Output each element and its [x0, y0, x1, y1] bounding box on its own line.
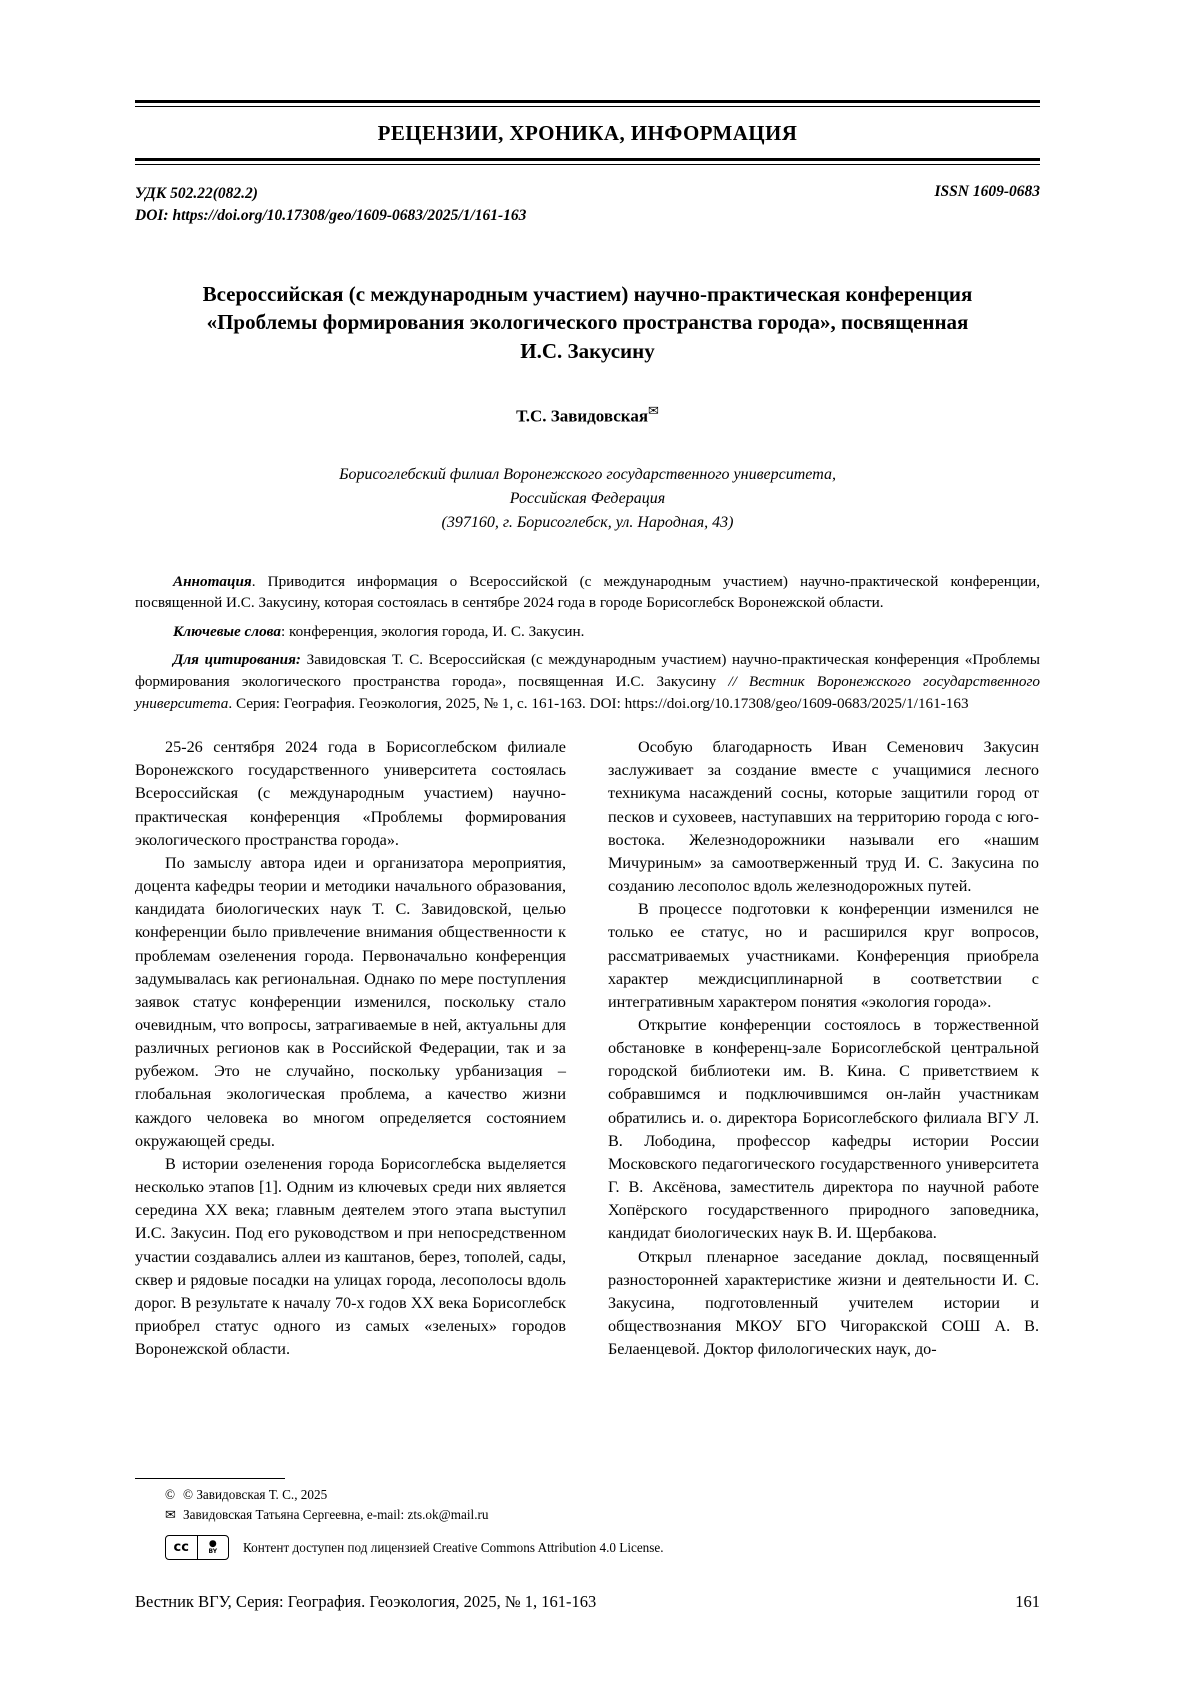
copyright-text: © Завидовская Т. С., 2025 — [183, 1487, 328, 1502]
paragraph: 25-26 сентября 2024 года в Борисоглебском филиале Воронежского государственного университета состоялась Всероссийская (с международным участием) научно-практическая конференция «Проблемы формирования экологического пространства города». — [135, 738, 566, 849]
header-rule-bottom — [135, 158, 1040, 161]
footnote-block — [135, 1478, 1040, 1560]
abstract-label: Аннотация — [173, 572, 252, 590]
abstract-text: . Приводится информация о Всероссийской (с международным участием) научно-практической конференции, посвященной И.С. Закусину, которая состоялась в сентябре 2024 года в городе Борисоглебск Воронежской области. — [135, 572, 1040, 612]
cc-by-mark — [198, 1536, 229, 1559]
author-line — [135, 403, 1040, 427]
author-name: Т.С. Завидовская — [516, 406, 649, 426]
column-right — [608, 736, 1039, 1361]
envelope-icon: ✉ — [165, 1507, 177, 1522]
keywords-label: Ключевые слова — [173, 622, 281, 640]
udk: УДК 502.22(082.2) — [135, 185, 258, 202]
footnote-rule — [135, 1478, 285, 1479]
doi: DOI: https://doi.org/10.17308/geo/1609-0683/2025/1/161-163 — [135, 207, 527, 225]
citation-paragraph — [135, 649, 1040, 714]
meta-row — [135, 183, 1040, 228]
cc-by-label: BY — [208, 1548, 218, 1555]
contact-line — [165, 1507, 1040, 1523]
page-number: 161 — [1015, 1592, 1040, 1611]
affiliation-line-1: Борисоглебский филиал Воронежского государственного университета, — [339, 465, 836, 483]
page-content — [135, 100, 1040, 1361]
issn: ISSN 1609-0683 — [934, 183, 1040, 200]
copyright-icon: © — [165, 1487, 176, 1502]
page-title: Всероссийская (с международным участием) научно-практическая конференция «Проблемы формирования экологического пространства города», посвященная И.С. Закусину — [202, 281, 973, 363]
affiliation-line-2: Российская Федерация — [509, 489, 666, 507]
body-columns — [135, 736, 1040, 1361]
cc-person-glyph: ● — [208, 1539, 217, 1549]
abstract-paragraph — [135, 571, 1040, 614]
cc-mark: cc — [166, 1536, 198, 1559]
column-left — [135, 736, 566, 1361]
license-text: Контент доступен под лицензией Creative Commons Attribution 4.0 License. — [243, 1539, 664, 1555]
paragraph: В процессе подготовки к конференции изменился не только ее статус, но и расширился круг вопросов, рассматриваемых участниками. Конференция приобрела характер междисциплинарной в соответствии с интегративным характером понятия «экология города». — [608, 900, 1039, 1011]
header-rule-bottom2 — [135, 164, 1040, 165]
copyright-line — [165, 1487, 1040, 1503]
header-rule-top — [135, 100, 1040, 103]
citation-label: Для цитирования: — [173, 651, 301, 669]
contact-text: Завидовская Татьяна Сергеевна, e-mail: zts.ok@mail.ru — [183, 1507, 489, 1522]
envelope-icon: ✉ — [648, 402, 659, 418]
abstract-block — [135, 571, 1040, 714]
creative-commons-icon[interactable] — [165, 1535, 229, 1560]
paragraph: Особую благодарность Иван Семенович Закусин заслуживает за создание вместе с учащимися лесного техникума насаждений сосны, которые защитили город от песков и суховеев, наступавших на территорию города с юго-востока. Железнодорожники называли его «нашим Мичуриным» за самоотверженный труд И. С. Закусина по созданию лесополос вдоль железнодорожных путей. — [608, 738, 1039, 896]
section-header-band — [135, 100, 1040, 165]
affiliation — [135, 463, 1040, 535]
page-footer-bar — [135, 1592, 1040, 1612]
citation-journal: // Вестник Воронежского государственного университета — [135, 672, 1040, 712]
paragraph: В истории озеленения города Борисоглебска выделяется несколько этапов [1]. Одним из ключевых среди них является середина XX века; главным деятелем этого этапа выступил И.С. Закусин. Под его руководством и при непосредственном участии создавались аллеи из каштанов, берез, тополей, сады, сквер и рядовые посадки на улицах города, лесополосы вдоль дорог. В результате к началу 70-х годов XX века Борисоглебск приобрел статус одного из самых «зеленых» городов Воронежской области. — [135, 1154, 566, 1359]
paragraph: По замыслу автора идеи и организатора мероприятия, доцента кафедры теории и методики начального образования, кандидата биологических наук Т. С. Завидовской, целью конференции было привлечение внимания общественности к проблемам озеленения города. Первоначально конференция задумывалась как региональная. Однако по мере поступления заявок статус конференции изменился, поскольку стало очевидным, что вопросы, затрагиваемые в ней, актуальны для различных регионов как в Российской Федерации, так и за рубежом. Это не случайно, поскольку урбанизация – глобальная экологическая проблема, а качество жизни каждого человека во многом определяется состоянием окружающей среды. — [135, 853, 566, 1150]
citation-text-1: Завидовская Т. С. Всероссийская (с международным участием) научно-практическая конференция «Проблемы формирования экологического пространства города», посвященная И.С. Закусину — [135, 651, 1040, 690]
udk-doi-block — [135, 183, 526, 228]
keywords-text: : конференция, экология города, И. С. Закусин. — [280, 622, 585, 640]
section-title: РЕЦЕНЗИИ, ХРОНИКА, ИНФОРМАЦИЯ — [377, 121, 798, 145]
paragraph: Открыл пленарное заседание доклад, посвященный разносторонней характеристике жизни и деятельности И. С. Закусина, подготовленный учителем истории и обществознания МКОУ БГО Чигоракской СОШ А. В. Белаенцевой. Доктор филологических наук, до- — [608, 1247, 1039, 1359]
keywords-paragraph — [135, 621, 1040, 643]
citation-text-2: . Серия: География. Геоэкология, 2025, № 1, с. 161-163. DOI: https://doi.org/10.17308/geo/1609-0683/2025/1/161-163 — [228, 694, 969, 712]
paragraph: Открытие конференции состоялось в торжественной обстановке в конференц-зале Борисоглебской центральной городской библиотеки им. В. Кина. С приветствием к собравшимся и подключившимся он-лайн участникам обратились и. о. директора Борисоглебского филиала ВГУ Л. В. Лободина, профессор кафедры истории России Московского педагогического государственного университета Г. В. Аксёнова, заместитель директора по научной работе Хопёрского государственного природного заповедника, кандидат биологических наук В. И. Щербакова. — [608, 1015, 1039, 1243]
license-row — [165, 1535, 1040, 1560]
affiliation-line-3: (397160, г. Борисоглебск, ул. Народная, 43) — [441, 513, 734, 531]
journal-running-title: Вестник ВГУ, Серия: География. Геоэкология, 2025, № 1, 161-163 — [135, 1592, 597, 1611]
